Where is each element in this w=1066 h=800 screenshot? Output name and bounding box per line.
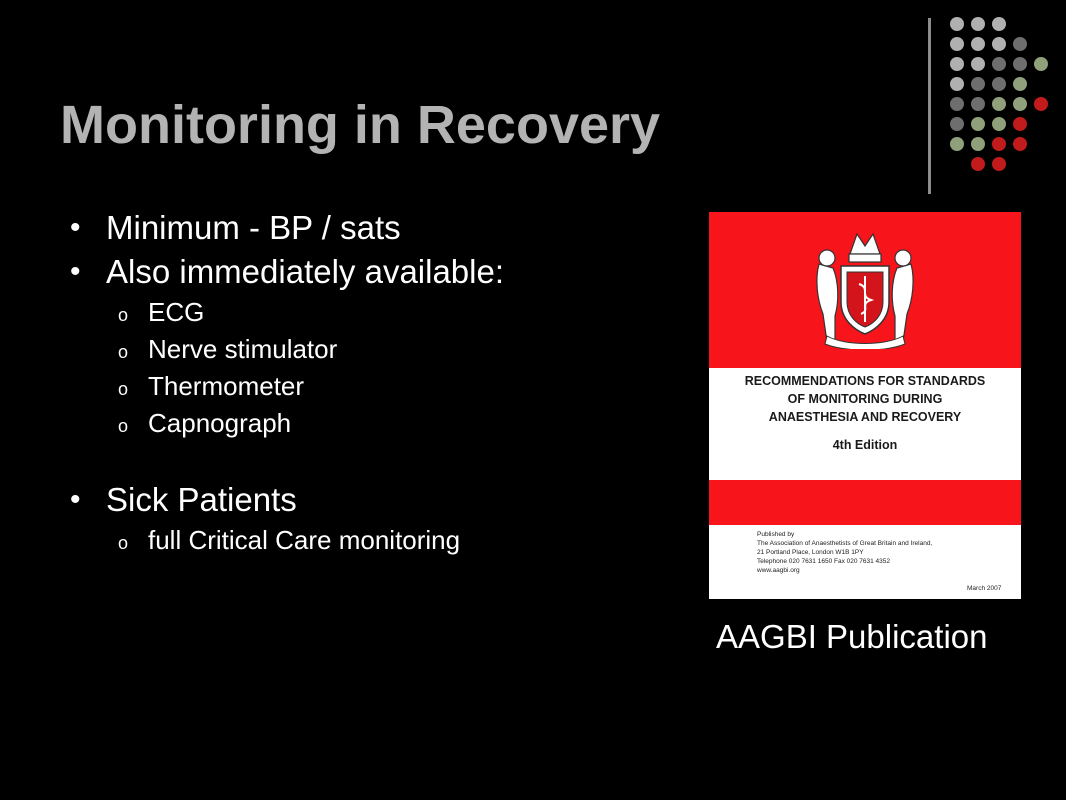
decorative-dot [1013, 117, 1027, 131]
cover-edition: 4th Edition [832, 438, 898, 452]
decorative-dot [971, 157, 985, 171]
decorative-dot [1034, 57, 1048, 71]
decorative-dot [1013, 137, 1027, 151]
decorative-dot [950, 37, 964, 51]
decorative-dot [950, 137, 964, 151]
decorative-dot [971, 117, 985, 131]
sub-bullet-item [70, 522, 690, 559]
sub-bullet-text: Capnograph [148, 408, 292, 438]
bullet-text: Also immediately available: [106, 253, 505, 290]
decorative-dot [971, 17, 985, 31]
decorative-dot [992, 77, 1006, 91]
image-caption: AAGBI Publication [716, 618, 988, 655]
decorative-dot [992, 97, 1006, 111]
sub-bullet-text: Nerve stimulator [148, 334, 338, 364]
sub-bullet-marker: o [118, 379, 129, 399]
sub-bullet-marker: o [118, 416, 129, 436]
bullet-list [70, 206, 690, 559]
cover-title-line: ANAESTHESIA AND RECOVERY [768, 410, 962, 424]
cover-title [709, 372, 1021, 426]
decorative-dot [1034, 97, 1048, 111]
sub-bullet-item [70, 331, 690, 368]
bullet-marker: • [70, 255, 81, 288]
sub-bullet-text: full Critical Care monitoring [148, 525, 461, 555]
decorative-dot [971, 137, 985, 151]
decorative-dot [992, 137, 1006, 151]
cover-date: March 2007 [967, 585, 1002, 592]
decorative-dot [971, 57, 985, 71]
sub-bullet-text: Thermometer [148, 371, 305, 401]
bullet-marker: • [70, 483, 81, 516]
decorative-dot [950, 97, 964, 111]
sub-bullet-text: ECG [148, 297, 205, 327]
decorative-dot [971, 97, 985, 111]
bullet-text: Minimum - BP / sats [106, 209, 401, 246]
decorative-dot [971, 77, 985, 91]
sub-bullet-marker: o [118, 305, 129, 325]
publisher-line: Telephone 020 7631 1650 Fax 020 7631 4352 [757, 558, 891, 565]
decorative-dot [992, 37, 1006, 51]
decorative-dot [992, 117, 1006, 131]
bullet-marker: • [70, 211, 81, 244]
sub-bullet-item [70, 368, 690, 405]
coat-of-arms-icon [805, 224, 925, 349]
decorative-dot [950, 17, 964, 31]
decorative-dot [992, 157, 1006, 171]
decorative-dot [950, 77, 964, 91]
sub-bullet-item [70, 405, 690, 442]
publisher-line: The Association of Anaesthetists of Great Britain and Ireland, [757, 540, 933, 547]
book-cover-image [709, 212, 1021, 599]
decorative-dot [950, 117, 964, 131]
sub-bullet-marker: o [118, 533, 129, 553]
decorative-dot [992, 17, 1006, 31]
spacer [70, 442, 690, 478]
slide-title: Monitoring in Recovery [60, 95, 661, 155]
decorative-dot [1013, 77, 1027, 91]
bullet-item [70, 478, 690, 522]
publisher-line: www.aagbi.org [757, 567, 800, 574]
decorative-dot [950, 57, 964, 71]
sub-bullet-marker: o [118, 342, 129, 362]
decorative-dot [1013, 57, 1027, 71]
bullet-item [70, 250, 690, 294]
decorative-dot [1013, 97, 1027, 111]
cover-title-line: RECOMMENDATIONS FOR STANDARDS [744, 374, 986, 388]
decorative-vertical-rule [928, 18, 931, 194]
bullet-item [70, 206, 690, 250]
sub-bullet-item [70, 294, 690, 331]
decorative-dot [1013, 37, 1027, 51]
cover-title-line: OF MONITORING DURING [787, 392, 943, 406]
bullet-text: Sick Patients [106, 481, 297, 518]
cover-publisher [757, 530, 997, 575]
publisher-line: 21 Portland Place, London W1B 1PY [757, 549, 864, 556]
decorative-dot [971, 37, 985, 51]
decorative-dot [992, 57, 1006, 71]
publisher-line: Published by [757, 531, 795, 538]
